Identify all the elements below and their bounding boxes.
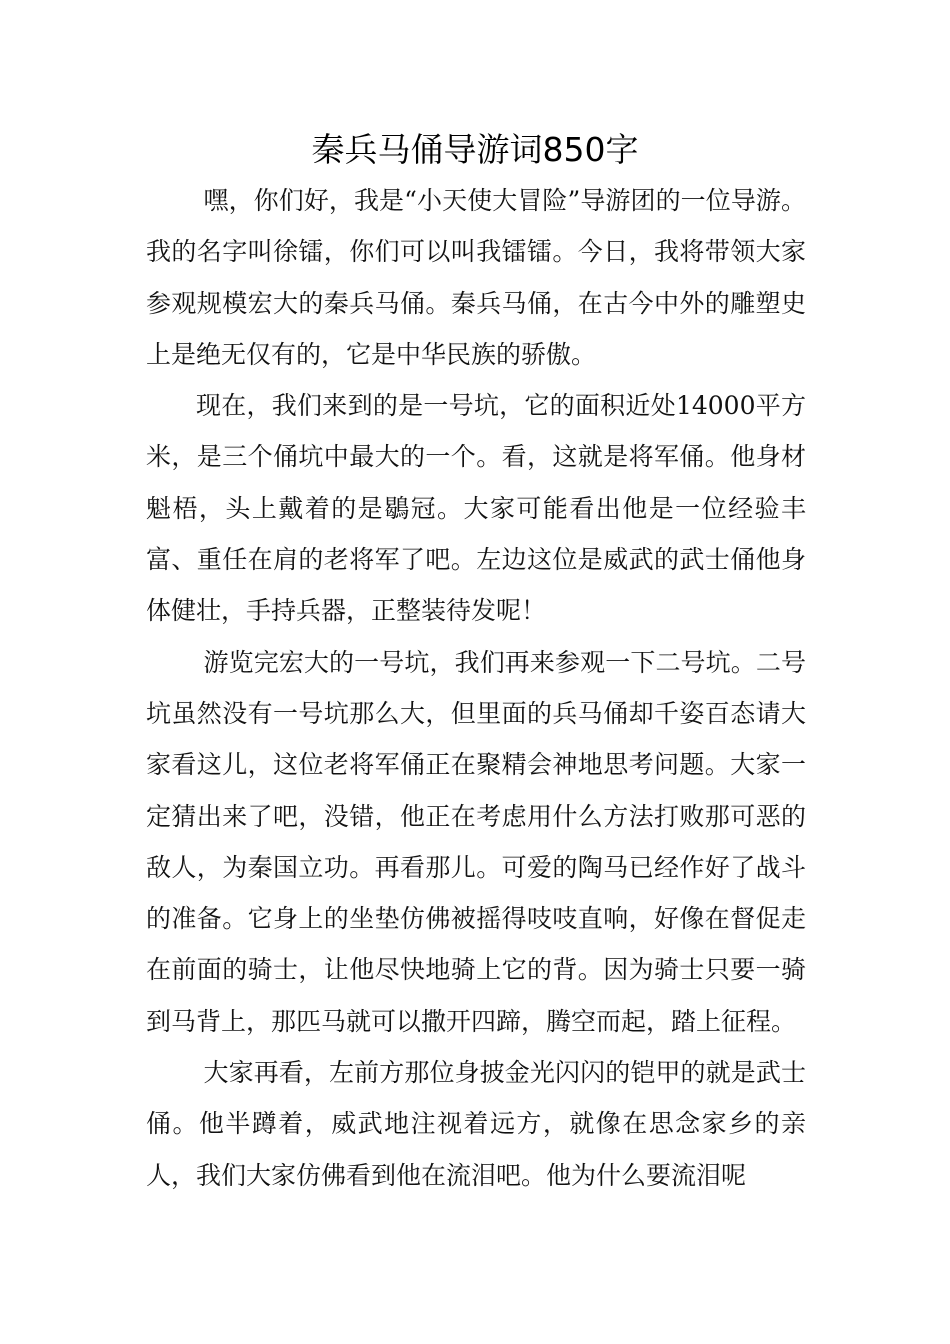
paragraph-pit-two: 游览完宏大的一号坑，我们再来参观一下二号坑。二号坑虽然没有一号坑那么大，但里面的兵马俑却千姿百态请大家看这儿，这位老将军俑正在聚精会神地思考问题。大家一定猜出来了吧，没错，他正在考虑用什么方法打败那可恶的敌人，为秦国立功。再看那儿。可爱的陶马已经作好了战斗的准备。它身上的坐垫仿佛被摇得吱吱直响，好像在督促走在前面的骑士，让他尽快地骑上它的背。因为骑士只要一骑到马背上，那匹马就可以撒开四蹄，腾空而起，踏上征程。	[146, 647, 806, 1036]
document-body	[146, 175, 806, 1201]
document-title: 秦兵马俑导游词850字	[311, 130, 639, 169]
paragraph-intro: 嘿，你们好，我是“小天使大冒险”导游团的一位导游。我的名字叫徐镭，你们可以叫我镭镭。今日，我将带领大家参观规模宏大的秦兵马俑。秦兵马俑，在古今中外的雕塑史上是绝无仅有的，它是中华民族的骄傲。	[146, 186, 806, 369]
paragraph-warrior: 大家再看，左前方那位身披金光闪闪的铠甲的就是武士俑。他半蹲着，威武地注视着远方，就像在思念家乡的亲人，我们大家仿佛看到他在流泪吧。他为什么要流泪呢	[146, 1058, 806, 1190]
paragraph-pit-one: 现在，我们来到的是一号坑，它的面积近处14000平方米，是三个俑坑中最大的一个。看，这就是将军俑。他身材魁梧，头上戴着的是鶡冠。大家可能看出他是一位经验丰富、重任在肩的老将军了吧。左边这位是威武的武士俑他身体健壮，手持兵器，正整装待发呢！	[146, 391, 806, 626]
